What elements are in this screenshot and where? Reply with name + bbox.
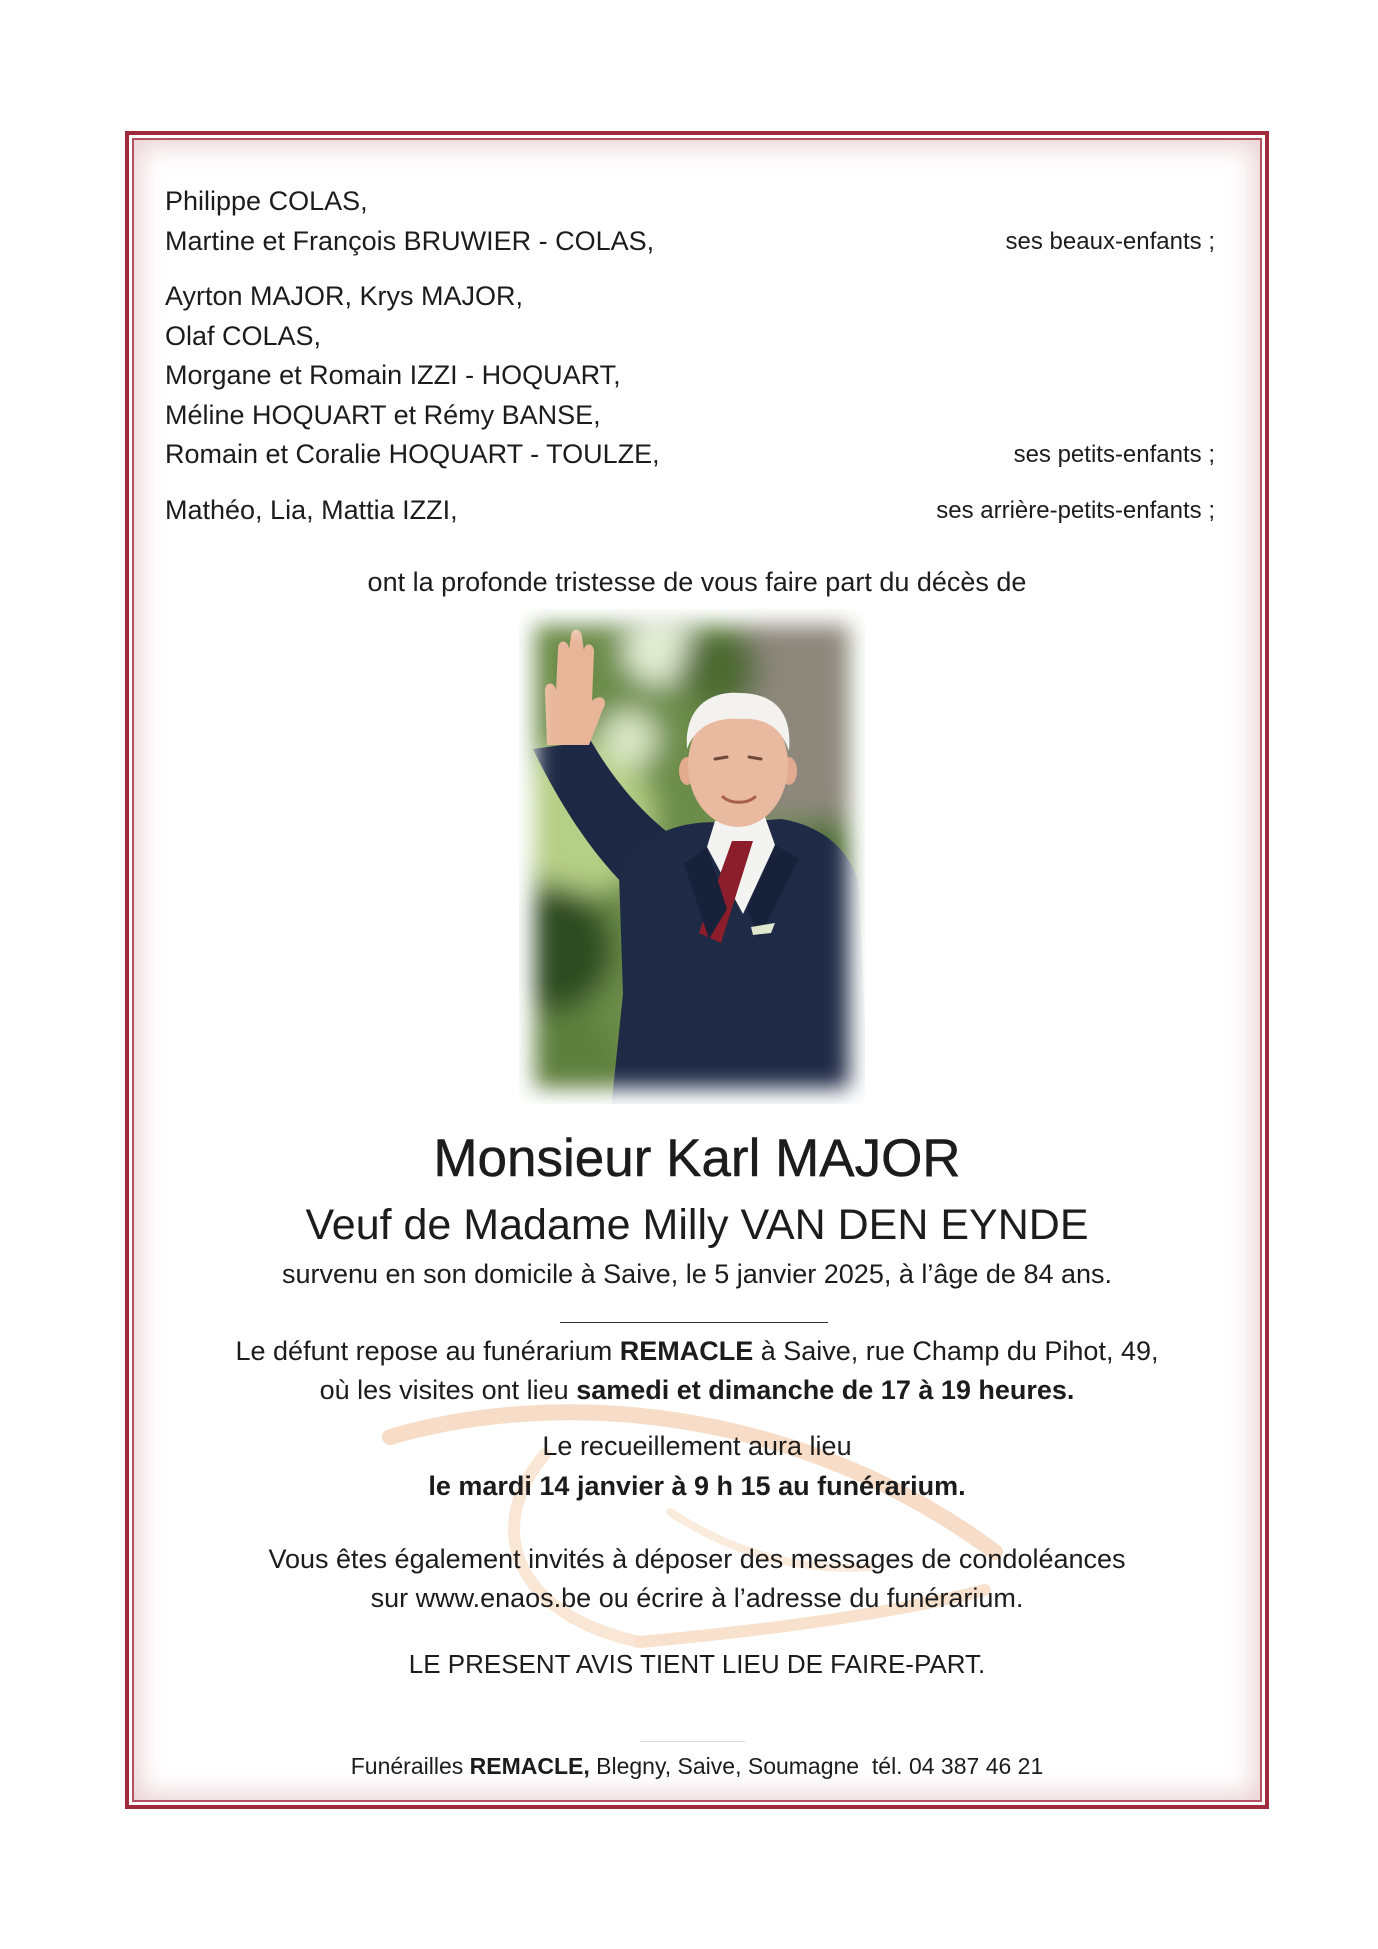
family-name-line: Olaf COLAS, [165, 320, 322, 351]
visitation-text: Le défunt repose au funérarium [235, 1336, 620, 1366]
widower-of: Veuf de Madame Milly VAN DEN EYNDE [305, 1201, 1089, 1249]
visitation-line-1 [125, 1332, 1269, 1371]
announcement-intro: ont la profonde tristesse de vous faire part du décès de [367, 567, 1027, 597]
family-relation: ses arrière-petits-enfants ; [936, 496, 1215, 524]
family-names [165, 182, 654, 261]
visitation-address: à Saive, rue Champ du Pihot, 49, [753, 1336, 1159, 1366]
death-details: survenu en son domicile à Saive, le 5 janvier 2025, à l’âge de 84 ans. [281, 1259, 1113, 1289]
visitation-text: où les visites ont lieu [319, 1375, 577, 1405]
family-name-line: Morgane et Romain IZZI - HOQUART, [165, 360, 621, 390]
family-name-line: Philippe COLAS, [165, 186, 368, 216]
footer-text: Funérailles [350, 1753, 470, 1779]
condolences-line-2: sur www.enaos.be ou écrire à l’adresse du funérarium. [370, 1583, 1024, 1613]
footer [125, 1751, 1269, 1781]
family-relation: ses beaux-enfants ; [1005, 227, 1215, 255]
family-group-great-grandchildren [165, 491, 1215, 531]
portrait-photo [519, 609, 865, 1104]
footer-contact: Blegny, Saive, Soumagne tél. 04 387 46 21 [589, 1753, 1044, 1779]
family-group-grandchildren [165, 277, 1215, 475]
footer-separator [640, 1741, 745, 1742]
deceased-name: Monsieur Karl MAJOR [433, 1129, 961, 1188]
family-names [165, 491, 458, 531]
family-relation: ses petits-enfants ; [1013, 441, 1215, 468]
family-names [165, 277, 660, 475]
footer-funeral-home: REMACLE, [469, 1753, 590, 1779]
separator-line [560, 1322, 828, 1323]
visitation-hours: samedi et dimanche de 17 à 19 heures. [576, 1375, 1075, 1405]
family-group-step-children [165, 182, 1215, 261]
ceremony-datetime: le mardi 14 janvier à 9 h 15 au funérarium. [428, 1471, 966, 1501]
family-name-line: Ayrton MAJOR, Krys MAJOR, [165, 281, 524, 311]
funeral-home-name: REMACLE [619, 1336, 754, 1366]
family-list [165, 182, 1215, 546]
notice-statement: LE PRESENT AVIS TIENT LIEU DE FAIRE-PART. [408, 1649, 986, 1679]
family-name-line: Méline HOQUART et Rémy BANSE, [165, 399, 601, 430]
family-name-line: Martine et François BRUWIER - COLAS, [165, 225, 655, 256]
family-name-line: Mathéo, Lia, Mattia IZZI, [165, 494, 458, 525]
visitation-line-2 [125, 1371, 1269, 1410]
condolences-line-1: Vous êtes également invités à déposer des messages de condoléances [268, 1544, 1126, 1574]
family-name-line: Romain et Coralie HOQUART - TOULZE, [165, 439, 660, 469]
ceremony-line-1: Le recueillement aura lieu [542, 1431, 852, 1461]
